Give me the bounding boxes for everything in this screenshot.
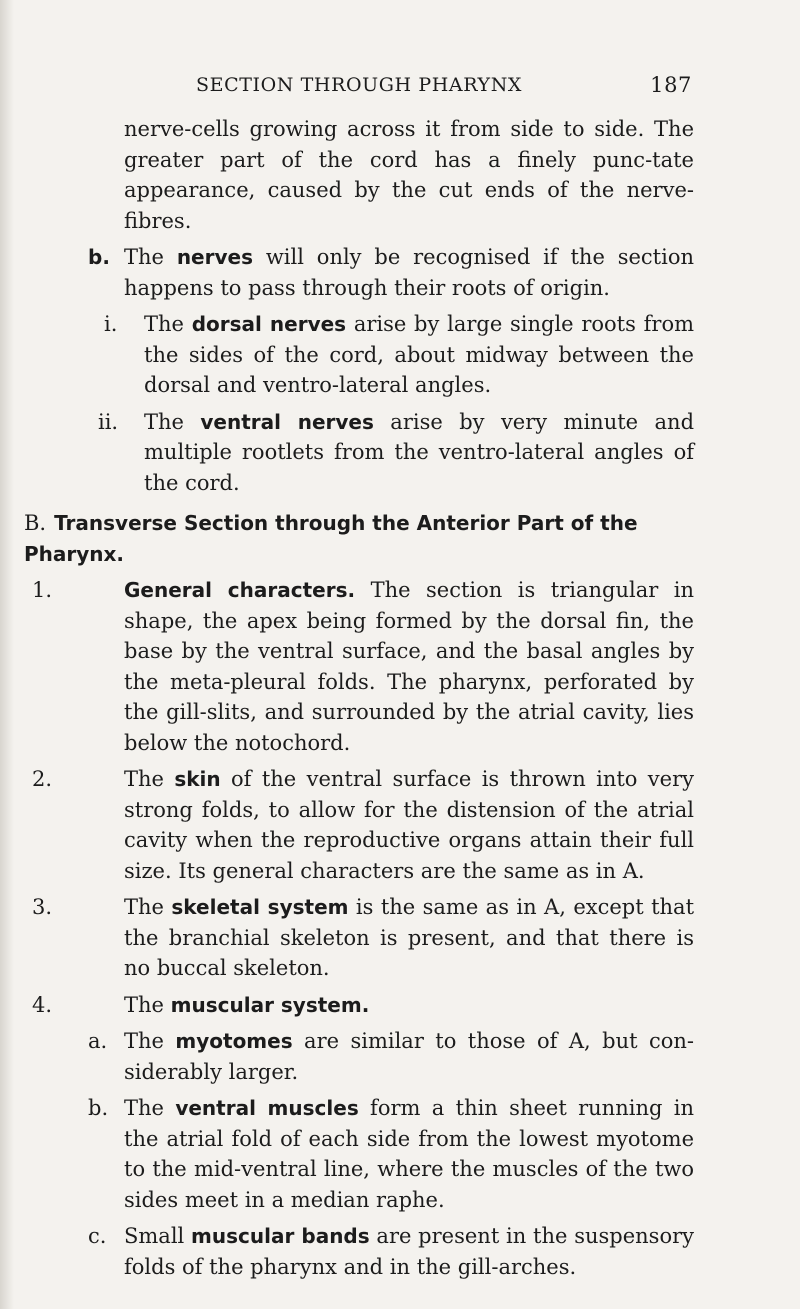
item-text: The [124,1096,176,1120]
list-item-ii-ventral-nerves [24,407,694,499]
item-text: form a thin sheet running in the atrial fold of each side from the lowest myotome to the mid-ventral line, where the muscles of the two sides meet in a median raphe. [124,1096,694,1212]
item-text: of the ventral surface is thrown into very strong folds, to allow for the distension of the atrial cavity when the reproductive organs attain their full size. Its general characters are the same as in A. [124,767,694,883]
list-marker: b. [88,245,110,269]
list-item-c-muscular-bands [24,1221,694,1282]
page-number: 187 [650,73,692,97]
section-marker: B. [24,511,47,535]
item-text: The [144,409,201,434]
item-term: General characters. [124,578,356,602]
item-term: skeletal system [171,895,349,919]
list-item-b-nerves [24,242,694,303]
item-term: dorsal nerves [191,312,347,336]
list-item-3-skeletal-system [24,892,694,984]
body-text [24,114,694,1288]
item-text: are present in the suspensory folds of the pharynx and in the gill-arches. [124,1224,694,1279]
item-term: ventral muscles [175,1096,359,1120]
list-item-2-skin [24,764,694,886]
item-term: skin [174,767,221,791]
item-text: The [124,245,177,269]
item-text: arise by large single roots from the sides of the cord, about midway between the dorsal and ventro-lateral angles. [144,312,694,397]
item-text: arise by very minute and multiple rootlets from the ventro-lateral angles of the cord. [144,409,695,495]
item-text: are similar to those of A, but con-siderably larger. [124,1029,694,1084]
item-text: The [124,992,171,1017]
list-marker: i. [104,312,118,336]
item-text: will only be recognised if the section happens to pass through their roots of origin. [124,245,695,300]
item-term: muscular system. [170,992,370,1017]
section-title: Transverse Section through the Anterior Part of the Pharynx. [24,511,638,566]
item-text: is the same as in A, except that the branchial skeleton is present, and that there is no buccal skeleton. [124,895,695,980]
section-heading-b [24,508,694,569]
list-marker: c. [88,1224,107,1248]
list-marker: 2. [32,767,53,791]
list-item-4-muscular-system [24,990,694,1021]
page-header [196,68,692,102]
list-marker: ii. [98,409,119,434]
list-item-a-myotomes [24,1026,694,1087]
running-title: SECTION THROUGH PHARYNX [196,74,523,96]
item-text: The [124,767,175,791]
item-term: nerves [176,245,253,269]
item-term: muscular bands [191,1224,370,1248]
item-text: Small [124,1224,192,1248]
list-marker: 1. [32,578,53,602]
item-text: The [144,312,192,336]
list-marker: a. [88,1029,108,1053]
item-text: The [124,895,172,919]
list-marker: 4. [32,992,53,1017]
list-item-i-dorsal-nerves [24,309,694,401]
list-item-1-general-characters [24,575,694,758]
list-marker: b. [88,1096,109,1120]
item-term: ventral nerves [200,409,374,434]
item-text: The section is triangular in shape, the apex being formed by the dorsal fin, the base by the ventral surface, and the basal angles by the meta-pleural folds. The pharynx, perforated by the gill-slits, and surrounded by the atrial cavity, lies below the notochord. [124,578,694,755]
paragraph-continuation: nerve-cells growing across it from side to side. The greater part of the cord has a finely punc-tate appearance, caused by the cut ends of the nerve-fibres. [124,117,694,233]
item-text: The [124,1029,176,1053]
item-term: myotomes [175,1029,293,1053]
page-edge-shadow [0,0,14,1309]
list-marker: 3. [32,895,53,919]
list-item-b-ventral-muscles [24,1093,694,1215]
